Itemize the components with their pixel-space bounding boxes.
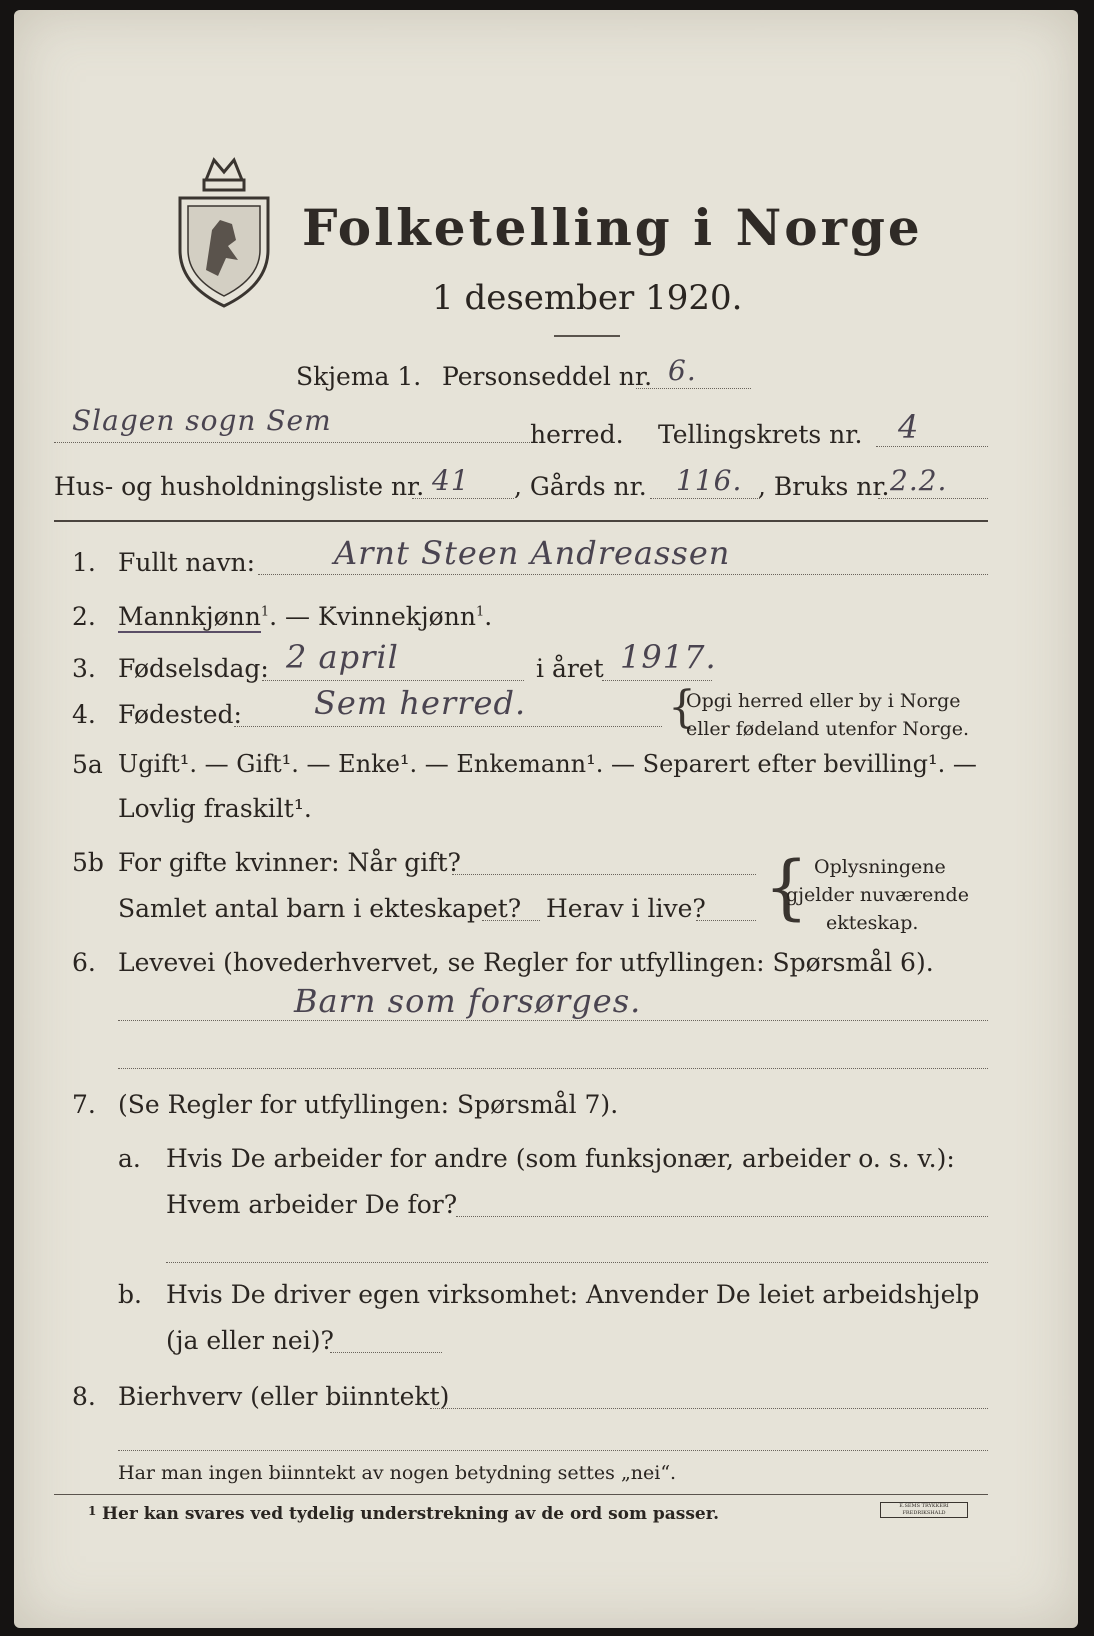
footnote: Her kan svares ved tydelig understrekning av de ord som passer. — [102, 1504, 720, 1524]
q7-number: 7. — [72, 1090, 96, 1119]
birthplace-note-2: eller fødeland utenfor Norge. — [686, 718, 970, 740]
q7a-line1: Hvis De arbeider for andre (som funksjonær, arbeider o. s. v.): — [166, 1144, 955, 1173]
census-form-paper: Folketelling i Norge 1 desember 1920. Skjema 1. Personseddel nr. 6. Slagen sogn Sem herred. Tellingskrets nr. 4 Hus- og husholdningsliste nr. 41 , Gårds nr. 116. , Bruks nr. 2.2. 1. Fullt navn: Arnt Steen Andreassen 2. Mannkjønn$^1$. — Kvinnekjønn$^1$. 3. Fødselsdag: 2 april i året 1917. 4. Fødested: Sem herred. { Opgi herred eller by i Norge eller fødeland utenfor Norge. 5a Ugift¹. — Gift¹. — Enke¹. — Enkemann¹. — Separert efter bevilling¹. — Lovlig fraskilt¹. 5b For gifte kvinner: Når gift? Samlet antal barn i ekteskapet? Herav i live? { Oplysningene gjelder nuværende ekteskap. 6. Levevei (hovederhvervet, se Regler for utfyllingen: Spørsmål 6). Barn som forsørges. 7. (Se Regler for utfyllingen: Spørsmål 7). a. Hvis De arbeider for andre (som funksjonær, arbeider o. s. v.): Hvem arbeider De for? b. Hvis De driver egen virksomhet: Anvender De leiet arbeidshjelp (ja eller nei)? 8. Bierhverv (eller biinntekt) Har man ingen biinntekt av nogen betydning settes „nei“. 1 Her kan svares ved tydelig understrekning av de ord som passer. E.SEMS TRYKKERI FREDRIKSHALD — [14, 10, 1078, 1628]
full-name-value: Arnt Steen Andreassen — [334, 534, 731, 572]
q5b-note-1: Oplysningene — [814, 856, 946, 878]
year-label: i året — [536, 654, 604, 683]
q8-number: 8. — [72, 1382, 96, 1411]
q2-number: 2. — [72, 602, 96, 631]
q7a-number: a. — [118, 1144, 141, 1173]
personseddel-label: Personseddel nr. — [442, 362, 653, 391]
hus-label: Hus- og husholdningsliste nr. — [54, 472, 425, 501]
q5b-line1: For gifte kvinner: Når gift? — [118, 848, 461, 877]
printer-stamp: E.SEMS TRYKKERI FREDRIKSHALD — [880, 1502, 968, 1518]
herred-value: Slagen sogn Sem — [72, 404, 332, 437]
birthday-value: 2 april — [286, 638, 399, 676]
q7b-line1: Hvis De driver egen virksomhet: Anvender De leiet arbeidshjelp — [166, 1280, 980, 1309]
q7b-line2: (ja eller nei)? — [166, 1326, 334, 1355]
bruks-label: , Bruks nr. — [758, 472, 890, 501]
personseddel-value: 6. — [668, 354, 697, 387]
q3-number: 3. — [72, 654, 96, 683]
tellingskrets-label: Tellingskrets nr. — [658, 420, 863, 449]
gards-label: , Gårds nr. — [514, 472, 647, 501]
q5b-alive-label: Herav i live? — [546, 894, 706, 923]
birthplace-value: Sem herred. — [314, 684, 527, 722]
census-date: 1 desember 1920. — [432, 278, 743, 318]
q5b-note-2: gjelder nuværende — [786, 884, 969, 906]
q4-number: 4. — [72, 700, 96, 729]
q1-label: Fullt navn: — [118, 548, 256, 577]
marital-status-divorced: Lovlig fraskilt¹. — [118, 794, 312, 823]
gards-value: 116. — [676, 464, 743, 497]
q7a-line2: Hvem arbeider De for? — [166, 1190, 458, 1219]
q5b-children-label: Samlet antal barn i ekteskapet? — [118, 894, 522, 923]
schema-label: Skjema 1. — [296, 362, 422, 391]
q8-note: Har man ingen biinntekt av nogen betydning settes „nei“. — [118, 1462, 677, 1484]
q6-number: 6. — [72, 948, 96, 977]
q4-label: Fødested: — [118, 700, 242, 729]
footnote-mark: 1 — [88, 1504, 97, 1518]
birthplace-note-1: Opgi herred eller by i Norge — [686, 690, 961, 712]
gender-options: Mannkjønn$^1$. — Kvinnekjønn$^1$. — [118, 602, 493, 631]
occupation-value: Barn som forsørges. — [294, 982, 642, 1020]
q5b-number: 5b — [72, 848, 104, 877]
q1-number: 1. — [72, 548, 96, 577]
norwegian-coat-of-arms-icon — [176, 150, 272, 310]
q8-label: Bierhverv (eller biinntekt) — [118, 1382, 450, 1411]
q3-label: Fødselsdag: — [118, 654, 269, 683]
marital-status-options: Ugift¹. — Gift¹. — Enke¹. — Enkemann¹. — Separert efter bevilling¹. — — [118, 750, 977, 778]
q5a-number: 5a — [72, 750, 103, 779]
hus-value: 41 — [432, 464, 470, 497]
male-option[interactable]: Mannkjønn — [118, 602, 261, 631]
form-title: Folketelling i Norge — [302, 198, 923, 257]
bruks-value: 2.2. — [890, 464, 948, 497]
herred-label: herred. — [530, 420, 624, 449]
tellingskrets-value: 4 — [898, 408, 920, 446]
q7b-number: b. — [118, 1280, 142, 1309]
q7-label: (Se Regler for utfyllingen: Spørsmål 7). — [118, 1090, 619, 1119]
q5b-note-3: ekteskap. — [826, 912, 919, 934]
q6-label: Levevei (hovederhvervet, se Regler for utfyllingen: Spørsmål 6). — [118, 948, 934, 977]
birth-year-value: 1917. — [620, 638, 717, 676]
